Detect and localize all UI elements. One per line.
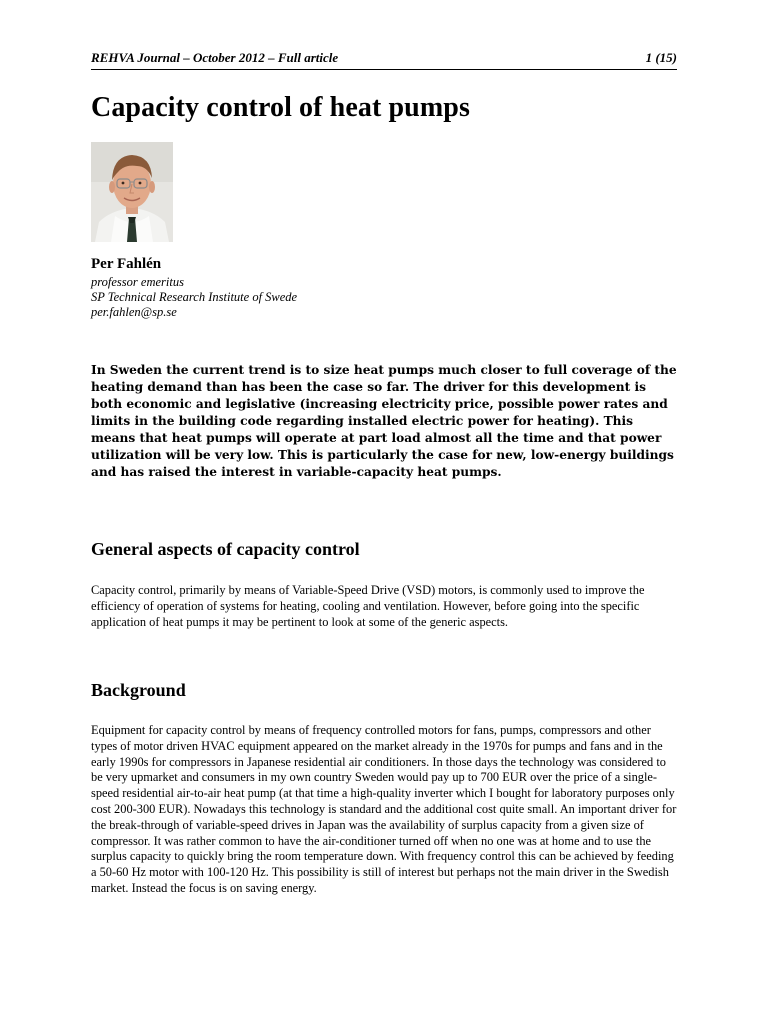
running-header bbox=[91, 50, 677, 70]
author-affiliation: SP Technical Research Institute of Swede bbox=[91, 290, 298, 304]
author-name: Per Fahlén bbox=[91, 256, 162, 272]
section-heading-general-aspects: General aspects of capacity control bbox=[91, 539, 360, 559]
journal-citation: REHVA Journal – October 2012 – Full article bbox=[91, 50, 339, 65]
abstract: In Sweden the current trend is to size heat pumps much closer to full coverage of the heating demand than has been the case so far. The driver for this development is both economic and legislative (increasing electricity price, possible power rates and limits in the building code regarding installed electric power for heating). This means that heat pumps will operate at part load almost all the time and that power utilization will be very low. This is particularly the case for new, low-energy buildings and has raised the interest in variable-capacity heat pumps. bbox=[91, 363, 677, 479]
article-title: Capacity control of heat pumps bbox=[91, 92, 470, 123]
author-role: professor emeritus bbox=[91, 275, 184, 289]
section-body-general-aspects: Capacity control, primarily by means of Variable-Speed Drive (VSD) motors, is commonly used to improve the efficiency of operation of systems for heating, cooling and ventilation. However, before going into the specific application of heat pumps it may be pertinent to look at some of the generic aspects. bbox=[91, 583, 645, 629]
section-body-background: Equipment for capacity control by means of frequency controlled motors for fans, pumps, compressors and other types of motor driven HVAC equipment appeared on the market already in the 1970s for pumps and fans and in the early 1990s for compressors in Japanese residential air conditioners. In those days the technology was considered to be very upmarket and consumers in my own country Sweden would pay up to 700 EUR over the price of a single-speed residential air-to-air heat pump (at that time a high-quality inverter which I bought for laboratory purposes only cost 200-300 EUR). Nowadays this technology is standard and the additional cost quite small. An important driver for the break-through of variable-speed drives in Japan was the availability of surplus capacity from a given size of compressor. It was rather common to have the air-conditioner turned off when no one was at home and to use the surplus capacity to quickly bring the room temperature down. With frequency control this can be achieved by feeding a 50-60 Hz motor with 100-120 Hz. This possibility is still of interest but perhaps not the main driver in the Swedish market. Instead the focus is on saving energy. bbox=[91, 723, 677, 895]
page-number: 1 (15) bbox=[645, 50, 677, 65]
author-photo bbox=[91, 142, 173, 242]
section-heading-background: Background bbox=[91, 680, 186, 700]
author-email[interactable]: per.fahlen@sp.se bbox=[91, 305, 177, 319]
author-info bbox=[91, 256, 491, 320]
author-portrait-image bbox=[91, 142, 173, 242]
